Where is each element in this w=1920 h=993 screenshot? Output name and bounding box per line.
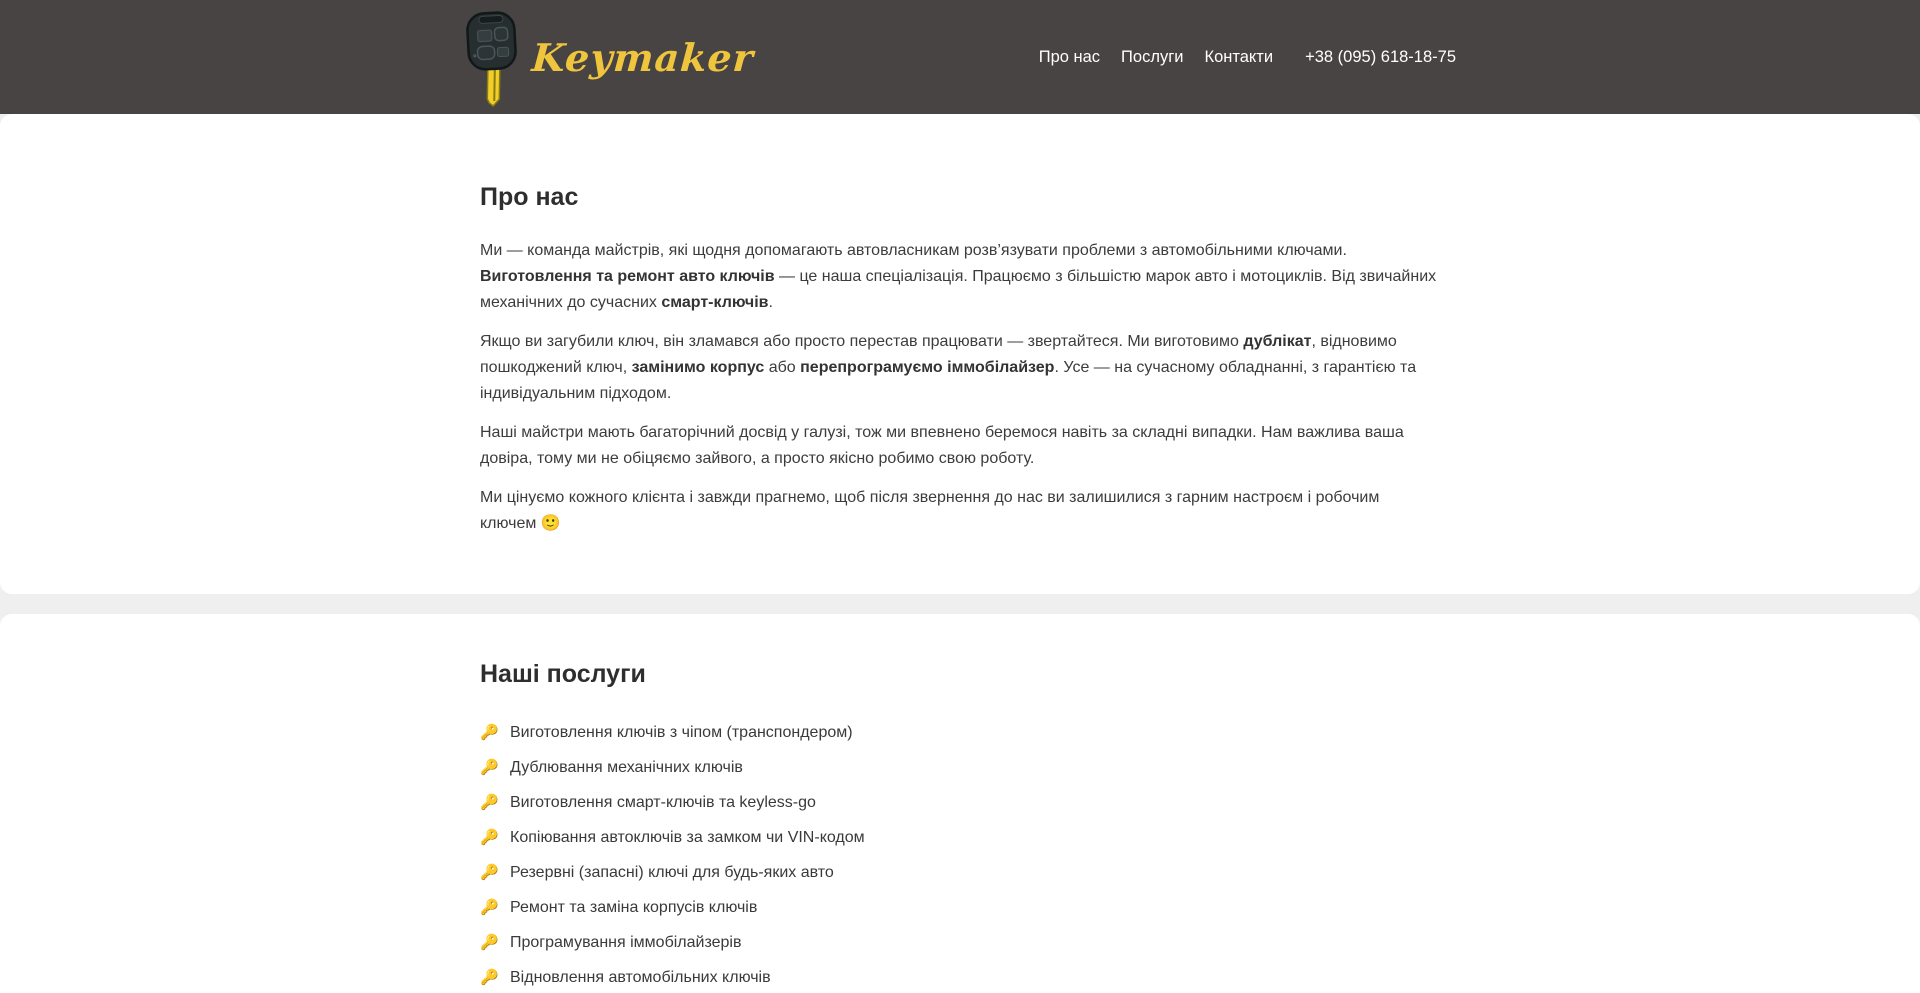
key-bullet-icon: 🔑	[480, 934, 499, 951]
about-title: Про нас	[480, 183, 579, 211]
services-section	[0, 614, 1920, 993]
service-item-label: Виготовлення смарт-ключів та keyless-go	[510, 794, 816, 811]
service-item	[480, 720, 1440, 746]
services-title: Наші послуги	[480, 660, 646, 688]
service-item	[480, 860, 1440, 886]
key-bullet-icon: 🔑	[480, 864, 499, 881]
service-item	[480, 790, 1440, 816]
about-section	[0, 114, 1920, 594]
service-item-label: Резервні (запасні) ключі для будь-яких авто	[510, 864, 834, 881]
service-item-label: Копіювання автоключів за замком чи VIN-кодом	[510, 829, 865, 846]
key-bullet-icon: 🔑	[480, 899, 499, 916]
phone-link[interactable]: +38 (095) 618-18-75	[1305, 47, 1456, 66]
service-item-label: Відновлення автомобільних ключів	[510, 969, 771, 986]
key-bullet-icon: 🔑	[480, 829, 499, 846]
service-item	[480, 755, 1440, 781]
car-key-icon	[464, 11, 522, 107]
key-bullet-icon: 🔑	[480, 759, 499, 776]
about-paragraph: Ми — команда майстрів, які щодня допомагають автовласникам розв’язувати проблеми з автомобільними ключами. Виготовлення та ремонт авто ключів — це наша спеціалізація. Працюємо з більшістю марок авто і мотоциклів. Від звичайних механічних до сучасних смарт-ключів.	[480, 242, 1437, 311]
key-bullet-icon: 🔑	[480, 724, 499, 741]
nav-item-contacts[interactable]: Контакти	[1204, 47, 1274, 66]
logo[interactable]	[464, 0, 754, 114]
header-container	[464, 0, 1456, 114]
site-header	[0, 0, 1920, 114]
nav-item-services[interactable]: Послуги	[1121, 47, 1184, 66]
services-list	[480, 720, 1440, 991]
about-paragraph: Якщо ви загубили ключ, він зламався або просто перестав працювати — звертайтеся. Ми виготовимо дублікат, відновимо пошкоджений ключ, замінимо корпус або перепрограмуємо іммобілайзер. Усе — на сучасному обладнанні, з гарантією та індивідуальним підходом.	[480, 333, 1417, 402]
service-item-label: Дублювання механічних ключів	[510, 759, 743, 776]
service-item	[480, 895, 1440, 921]
service-item	[480, 965, 1440, 991]
service-item	[480, 930, 1440, 956]
service-item	[480, 825, 1440, 851]
service-item-label: Ремонт та заміна корпусів ключів	[510, 899, 758, 916]
about-paragraph: Ми цінуємо кожного клієнта і завжди прагнемо, щоб після звернення до нас ви залишилися з гарним настроєм і робочим ключем 🙂	[480, 489, 1380, 532]
nav-item-about[interactable]: Про нас	[1038, 47, 1101, 66]
about-paragraph: Наші майстри мають багаторічний досвід у галузі, тож ми впевнено беремося навіть за складні випадки. Нам важлива ваша довіра, тому ми не обіцяємо зайвого, а просто якісно робимо свою роботу.	[480, 424, 1404, 467]
service-item-label: Програмування іммобілайзерів	[510, 934, 742, 951]
page-main	[0, 114, 1920, 993]
main-nav	[1018, 48, 1456, 67]
key-bullet-icon: 🔑	[480, 794, 499, 811]
brand-name: Keymaker	[530, 34, 756, 80]
key-bullet-icon: 🔑	[480, 969, 499, 986]
service-item-label: Виготовлення ключів з чіпом (транспондером)	[510, 724, 853, 741]
